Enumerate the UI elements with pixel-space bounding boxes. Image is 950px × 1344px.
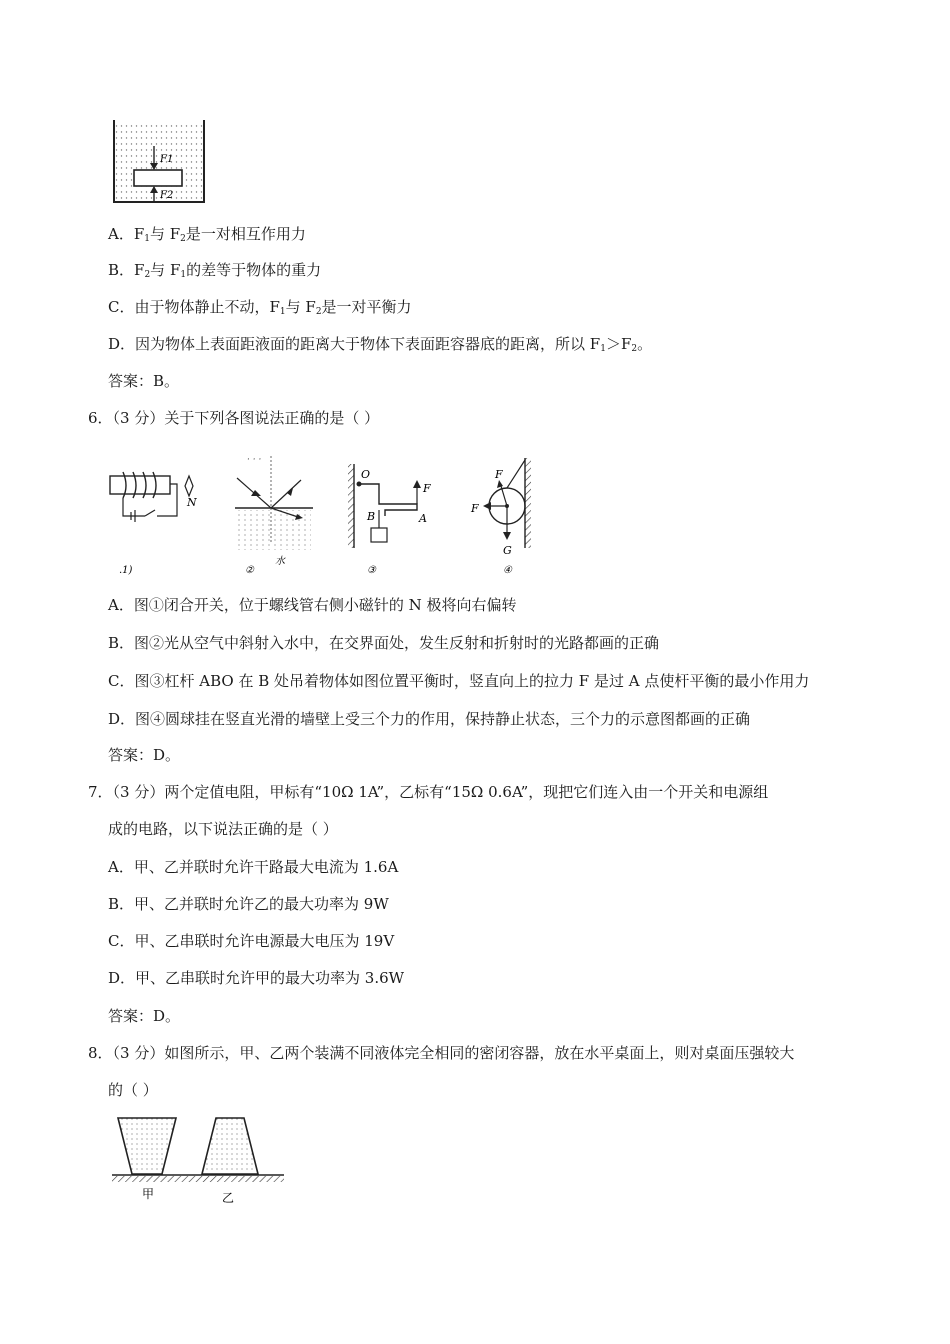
q8-label-yi: 乙 [222, 1191, 235, 1204]
q6-fig4-g-label: G [503, 544, 512, 557]
q6-figures [105, 448, 545, 580]
q6-fig3-caption: ③ [367, 565, 376, 576]
q6-option-c: C．图③杠杆 ABO 在 B 处吊着物体如图位置平衡时，竖直向上的拉力 F 是过 A 点使杆平衡的最小作用力 [108, 672, 810, 690]
q7-stem-line2: 成的电路，以下说法正确的是（ ） [108, 820, 338, 838]
q6-fig1-n-label: N [187, 496, 197, 509]
q6-fig3-o-label: O [361, 468, 371, 481]
q5-figure-container [110, 118, 210, 208]
q8-figure-containers [110, 1112, 290, 1204]
q6-fig2-refraction [235, 455, 313, 576]
q6-option-b: B．图②光从空气中斜射入水中，在交界面处，发生反射和折射时的光路都画的正确 [108, 634, 660, 652]
q5-answer: 答案：B。 [108, 372, 180, 390]
q6-option-a: A．图①闭合开关，位于螺线管右侧小磁针的 N 极将向右偏转 [108, 596, 517, 614]
svg-text:· · ·: · · · [247, 455, 262, 465]
q5-f1-label: F1 [160, 154, 174, 165]
q6-fig4-ball [470, 458, 531, 576]
q6-fig3-b-label: B [367, 510, 376, 523]
q6-fig3-a-label: A [419, 512, 427, 525]
q6-fig4-caption: ④ [503, 565, 512, 576]
q6-fig1-caption: .1) [119, 565, 133, 576]
q6-fig3-lever [348, 464, 431, 576]
q7-option-a: A．甲、乙并联时允许干路最大电流为 1.6A [108, 858, 399, 876]
q6-fig1-solenoid [110, 472, 197, 576]
q5-option-d: D．因为物体上表面距液面的距离大于物体下表面距容器底的距离，所以 $F_1>F_2$。 [108, 335, 653, 354]
q6-stem: 6．（3 分）关于下列各图说法正确的是（ ） [88, 409, 380, 427]
q6-fig2-caption: ② [245, 565, 254, 576]
q6-fig2-water-label: 水 [275, 556, 285, 567]
q7-option-c: C．甲、乙串联时允许电源最大电压为 19V [108, 932, 395, 950]
q5-option-b: B．$F_2$与 $F_1$的差等于物体的重力 [108, 261, 322, 280]
q8-stem-line1: 8．（3 分）如图所示，甲、乙两个装满不同液体完全相同的密闭容器，放在水平桌面上，则对桌面压强较大 [88, 1044, 795, 1062]
q6-fig4-f-left-label: F [471, 502, 479, 515]
q8-stem-line2: 的（ ） [108, 1081, 158, 1099]
q7-option-d: D．甲、乙串联时允许甲的最大功率为 3.6W [108, 969, 405, 987]
q6-fig3-f-label: F [423, 482, 431, 495]
q6-answer: 答案：D。 [108, 746, 181, 764]
q7-answer: 答案：D。 [108, 1007, 181, 1025]
q6-fig4-f-top-label: F [495, 468, 503, 481]
q5-f2-label: F2 [160, 190, 174, 201]
q7-option-b: B．甲、乙并联时允许乙的最大功率为 9W [108, 895, 389, 913]
q5-option-a: A．$F_1$与 $F_2$是一对相互作用力 [108, 225, 306, 244]
q5-option-c: C．由于物体静止不动，$F_1$与 $F_2$是一对平衡力 [108, 298, 412, 317]
q6-option-d: D．图④圆球挂在竖直光滑的墙壁上受三个力的作用，保持静止状态，三个力的示意图都画的正确 [108, 710, 751, 728]
q8-label-jia: 甲 [142, 1187, 155, 1201]
q7-stem-line1: 7．（3 分）两个定值电阻，甲标有“10Ω 1A”，乙标有“15Ω 0.6A”，现把它们连入由一个开关和电源组 [88, 783, 769, 801]
